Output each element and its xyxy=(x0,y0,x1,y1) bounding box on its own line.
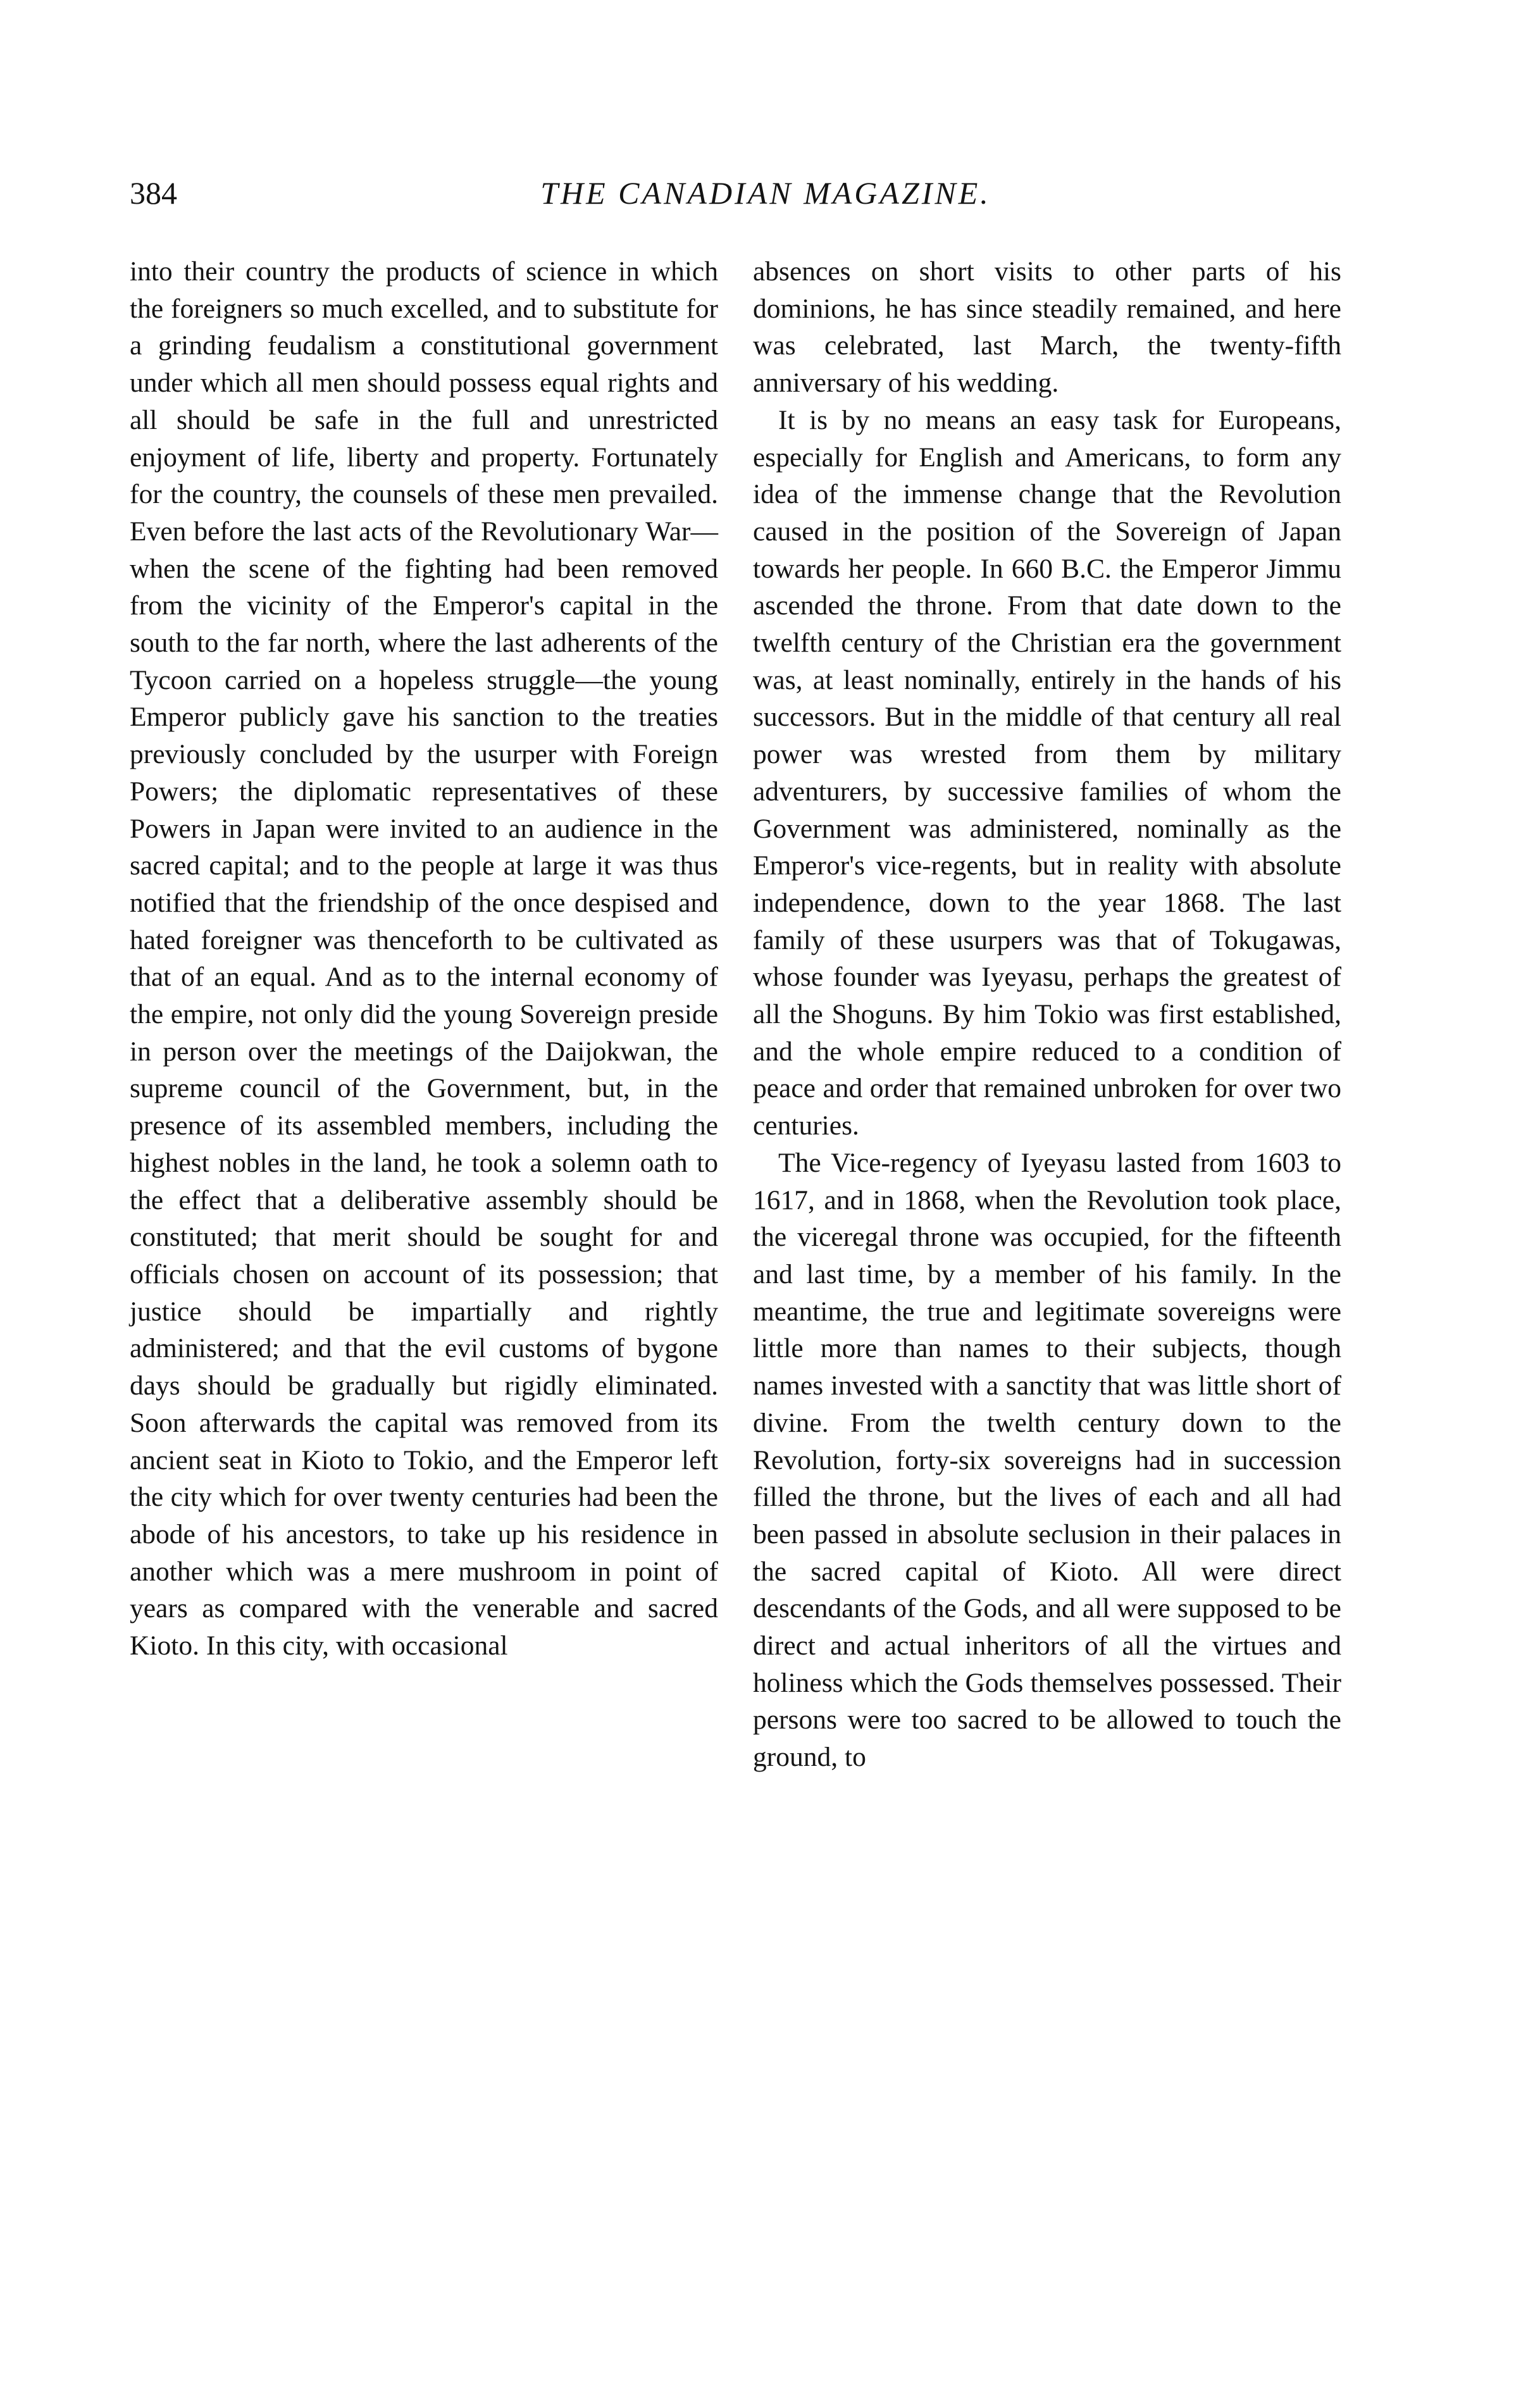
paragraph: into their country the products of science in which the foreigners so much excelled, and to substitute for a grinding feudalism a constitutional government under which all men should possess equal rights and all should be safe in the full and unrestricted enjoyment of life, liberty and property. Fortunately for the country, the counsels of these men prevailed. Even before the last acts of the Revolutionary War—when the scene of the fighting had been removed from the vicinity of the Emperor's capital in the south to the far north, where the last adherents of the Tycoon carried on a hopeless struggle—the young Emperor publicly gave his sanction to the treaties previously concluded by the usurper with Foreign Powers; the diplomatic representatives of these Powers in Japan were invited to an audience in the sacred capital; and to the people at large it was thus notified that the friendship of the once despised and hated foreigner was thenceforth to be cultivated as that of an equal. And as to the internal economy of the empire, not only did the young Sovereign preside in person over the meetings of the Daijokwan, the supreme council of the Government, but, in the presence of its assembled members, including the highest nobles in the land, he took a solemn oath to the effect that a deliberative assembly should be constituted; that merit should be sought for and officials chosen on account of its possession; that justice should be impartially and rightly administered; and that the evil customs of bygone days should be gradually but rigidly eliminated. Soon afterwards the capital was removed from its ancient seat in Kioto to Tokio, and the Emperor left the city which for over twenty centuries had been the abode of his ancestors, to take up his residence in another which was a mere mushroom in point of years as compared with the venerable and sacred Kioto. In this city, with occasional xyxy=(130,256,718,1661)
right-column xyxy=(753,253,1341,1776)
paragraph: absences on short visits to other parts of his dominions, he has since steadily remained, and here was celebrated, last March, the twenty-fifth anniversary of his wedding. xyxy=(753,256,1341,399)
page-header xyxy=(130,168,1401,218)
paragraph: It is by no means an easy task for Europeans, especially for English and Americans, to form any idea of the immense change that the Revolution caused in the position of the Sovereign of Japan towards her people. In 660 B.C. the Emperor Jimmu ascended the throne. From that date down to the twelfth century of the Christian era the government was, at least nominally, entirely in the hands of his successors. But in the middle of that century all real power was wrested from them by military adventurers, by successive families of whom the Government was administered, nominally as the Emperor's vice-regents, but in reality with absolute independence, down to the year 1868. The last family of these usurpers was that of Tokugawas, whose founder was Iyeyasu, perhaps the greatest of all the Shoguns. By him Tokio was first established, and the whole empire reduced to a condition of peace and order that remained unbroken for over two centuries. xyxy=(753,404,1341,1141)
paragraph: The Vice-regency of Iyeyasu lasted from 1603 to 1617, and in 1868, when the Revolution took place, the viceregal throne was occupied, for the fifteenth and last time, by a member of his family. In the meantime, the true and legitimate sovereigns were little more than names to their subjects, though names invested with a sanctity that was little short of divine. From the twelth century down to the Revolution, forty-six sovereigns had in succession filled the throne, but the lives of each and all had been passed in absolute seclusion in their palaces in the sacred capital of Kioto. All were direct descendants of the Gods, and all were supposed to be direct and actual inheritors of all the virtues and holiness which the Gods themselves possessed. Their persons were too sacred to be allowed to touch the ground, to xyxy=(753,1147,1341,1773)
page-number: 384 xyxy=(130,175,177,211)
left-column xyxy=(130,253,718,1665)
running-title: THE CANADIAN MAGAZINE. xyxy=(540,175,991,211)
